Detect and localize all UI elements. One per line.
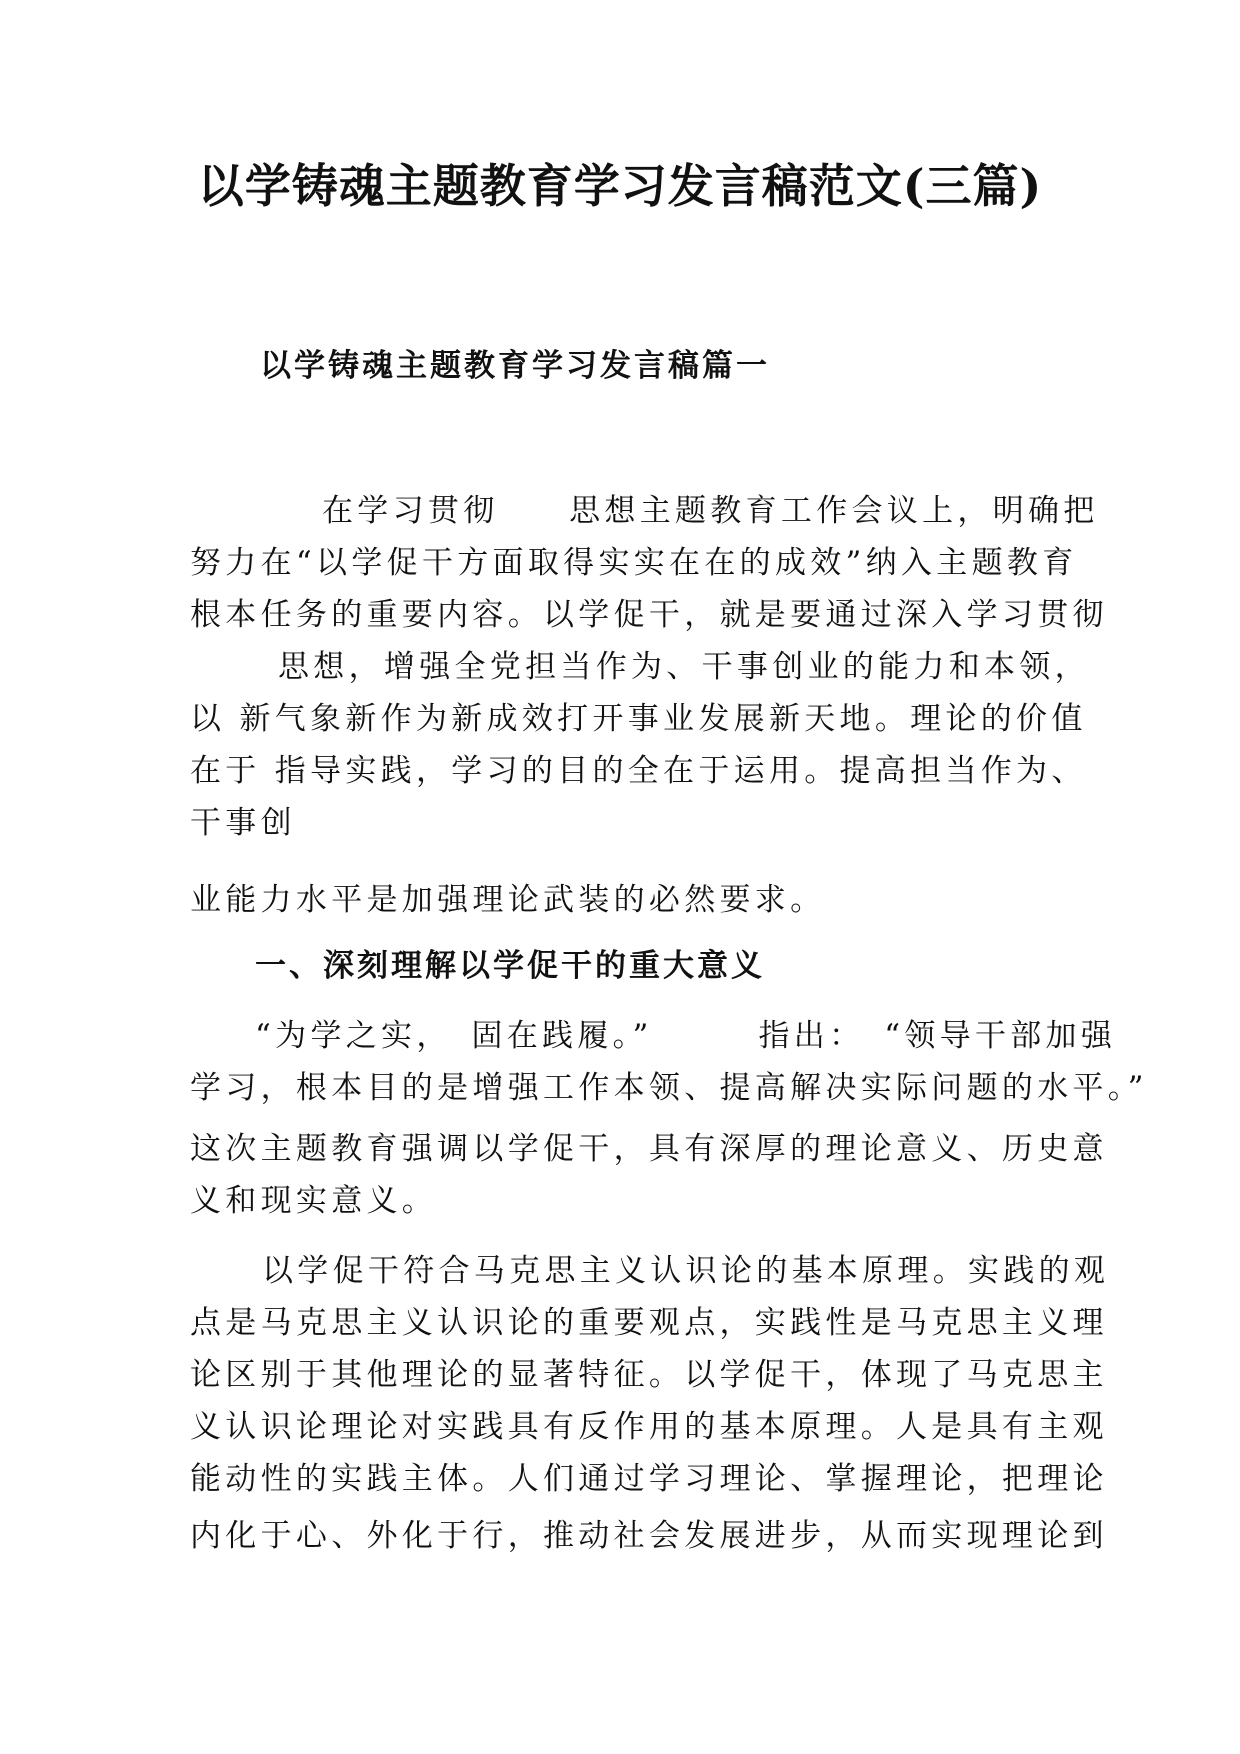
paragraph-line: 以 新气象新作为新成效打开事业发展新天地。理论的价值 <box>190 701 1087 737</box>
paragraph-line: 根本任务的重要内容。以学促干，就是要通过深入学习贯彻 <box>190 597 1108 633</box>
section-heading: 一、深刻理解以学促干的重大意义 <box>255 948 765 984</box>
paragraph-line: 义认识论理论对实践具有反作用的基本原理。人是具有主观 <box>190 1409 1108 1445</box>
paragraph-line: 内化于心、外化于行，推动社会发展进步，从而实现理论到 <box>190 1518 1108 1554</box>
paragraph-line: 在于 指导实践，学习的目的全在于运用。提高担当作为、 <box>190 753 1087 789</box>
paragraph-line: 业能力水平是加强理论武装的必然要求。 <box>190 882 826 918</box>
paragraph-line: 干事创 <box>190 805 296 841</box>
section-title: 以学铸魂主题教育学习发言稿篇一 <box>260 348 770 384</box>
paragraph-line: 这次主题教育强调以学促干，具有深厚的理论意义、历史意 <box>190 1131 1108 1167</box>
paragraph-line: 义和现实意义。 <box>190 1183 438 1219</box>
document-title: 以学铸魂主题教育学习发言稿范文(三篇) <box>197 159 1043 213</box>
paragraph-line: “为学之实， 固在践履。” 指出： “领导干部加强 <box>255 1018 1117 1054</box>
paragraph-line: 以学促干符合马克思主义认识论的基本原理。实践的观 <box>262 1253 1110 1289</box>
paragraph-line: 学习，根本目的是增强工作本领、提高解决实际问题的水平。” <box>190 1070 1148 1106</box>
paragraph-line: 在学习贯彻 思想主题教育工作会议上，明确把 <box>322 493 1099 529</box>
paragraph-line: 能动性的实践主体。人们通过学习理论、掌握理论，把理论 <box>190 1461 1108 1497</box>
paragraph-line: 论区别于其他理论的显著特征。以学促干，体现了马克思主 <box>190 1357 1108 1393</box>
paragraph-line: 思想，增强全党担当作为、干事创业的能力和本领， <box>278 649 1090 685</box>
paragraph-line: 点是马克思主义认识论的重要观点，实践性是马克思主义理 <box>190 1305 1108 1341</box>
paragraph-line: 努力在“以学促干方面取得实实在在的成效”纳入主题教育 <box>190 545 1078 581</box>
